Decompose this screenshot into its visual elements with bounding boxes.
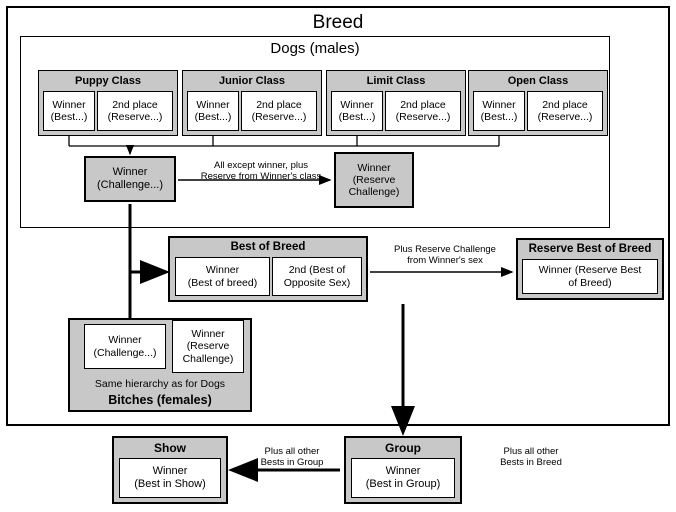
junior-class-title: Junior Class (218, 75, 286, 87)
limit-class-winner (331, 91, 383, 131)
dogs-reserve-challenge-box (334, 152, 414, 208)
show-winner-line2: (Best in Show) (134, 478, 206, 490)
puppy-class-second (97, 91, 173, 131)
open-winner-line1: Winner (482, 98, 516, 111)
best-of-breed-heading: Best of Breed (230, 241, 306, 253)
reserve-bob-note-line2: from Winner's sex (407, 255, 483, 267)
junior-class-winner (187, 91, 239, 131)
rbob-winner-line1: Winner (Reserve Best (538, 264, 642, 277)
group-winner-line2: (Best in Group) (365, 478, 441, 490)
show-note-line2: Bests in Group (260, 457, 324, 469)
bitches-heading: Bitches (females) (108, 393, 212, 407)
show-winner-line1: Winner (152, 465, 188, 478)
limit-class-second (385, 91, 461, 131)
junior-winner-line1: Winner (196, 98, 230, 111)
bob-second-line1: 2nd (Best of (288, 264, 346, 277)
limit-second-line2: (Reserve...) (395, 111, 451, 123)
reserve-note (186, 160, 336, 183)
group-note-line1: Plus all other (503, 446, 559, 457)
junior-second-line1: 2nd place (256, 98, 302, 111)
dogs-reserve-line1: Winner (357, 161, 391, 174)
puppy-second-line2: (Reserve...) (107, 111, 163, 123)
limit-winner-line1: Winner (340, 98, 374, 111)
breed-title: Breed (312, 12, 364, 33)
bitches-reserve-line3: Challenge) (182, 352, 234, 365)
limit-class-title: Limit Class (366, 75, 426, 87)
puppy-second-line1: 2nd place (112, 98, 158, 111)
open-winner-line2: (Best...) (480, 111, 518, 123)
puppy-winner-line2: (Best...) (50, 111, 88, 123)
dogs-section-heading: Dogs (males) (270, 40, 360, 57)
puppy-winner-line1: Winner (52, 98, 86, 111)
best-of-breed-second (272, 257, 362, 296)
show-heading: Show (154, 441, 186, 455)
group-note-line2: Bests in Breed (500, 457, 562, 469)
reserve-bob-note (372, 244, 518, 267)
puppy-class-winner (43, 91, 95, 131)
junior-second-line2: (Reserve...) (251, 111, 307, 123)
open-second-line1: 2nd place (542, 98, 588, 111)
open-class-second (527, 91, 603, 131)
junior-class-second (241, 91, 317, 131)
junior-winner-line2: (Best...) (194, 111, 232, 123)
reserve-bob-note-line1: Plus Reserve Challenge (394, 244, 496, 255)
bitches-reserve-line2: (Reserve (186, 340, 230, 353)
bitches-challenge-box (84, 324, 166, 369)
show-note (236, 446, 348, 469)
reserve-bob-heading: Reserve Best of Breed (528, 243, 652, 255)
bob-winner-line2: (Best of breed) (187, 276, 258, 289)
rbob-winner-line2: of Breed) (568, 276, 612, 289)
open-class-title: Open Class (507, 75, 569, 87)
open-second-line2: (Reserve...) (537, 111, 593, 123)
group-winner-line1: Winner (385, 465, 421, 478)
reserve-note-line2: Reserve from Winner's class (200, 171, 322, 183)
dogs-reserve-line2: (Reserve (352, 173, 396, 186)
group-note (466, 446, 596, 469)
reserve-note-line1: All except winner, plus (214, 160, 308, 171)
dogs-challenge-line1: Winner (112, 166, 148, 179)
show-note-line1: Plus all other (264, 446, 320, 457)
bitches-note: Same hierarchy as for Dogs (94, 378, 226, 390)
bitches-reserve-box (172, 320, 244, 373)
group-winner-box (351, 458, 455, 498)
bob-second-line2: Opposite Sex) (283, 276, 351, 289)
open-class-winner (473, 91, 525, 131)
bitches-reserve-line1: Winner (191, 328, 225, 341)
bitches-challenge-line2: (Challenge...) (93, 346, 157, 359)
best-of-breed-winner (175, 257, 270, 296)
bob-winner-line1: Winner (205, 264, 240, 277)
dogs-challenge-line2: (Challenge...) (96, 179, 164, 191)
bitches-challenge-line1: Winner (108, 334, 142, 347)
reserve-bob-winner (522, 259, 658, 294)
limit-winner-line2: (Best...) (338, 111, 376, 123)
limit-second-line1: 2nd place (400, 98, 446, 111)
show-winner-box (119, 458, 221, 498)
dogs-challenge-winner-box (84, 156, 176, 202)
group-heading: Group (385, 441, 421, 455)
dogs-reserve-line3: Challenge) (348, 186, 400, 199)
puppy-class-title: Puppy Class (74, 75, 142, 87)
